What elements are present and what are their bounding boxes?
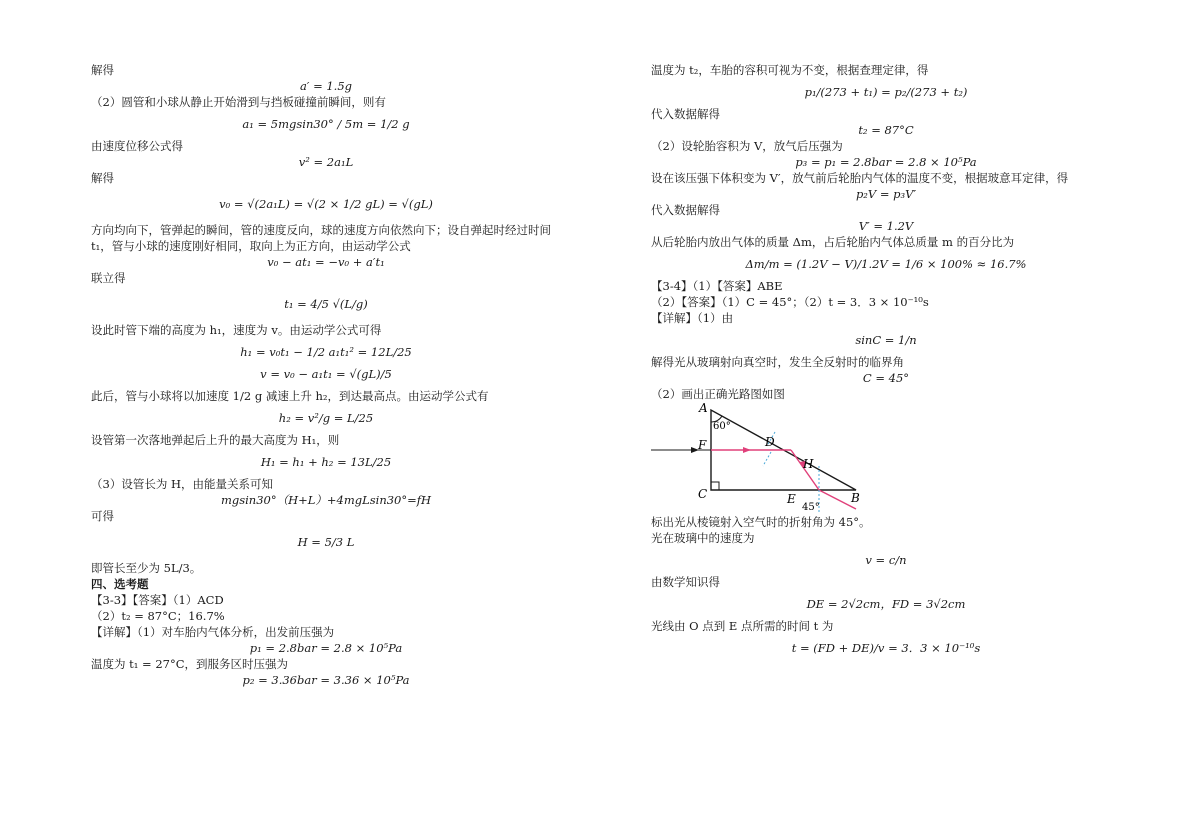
equation: sinC = 1/n (855, 333, 917, 347)
left-column (91, 62, 561, 688)
text-line: （2）设轮胎容积为 V，放气后压强为 (651, 139, 843, 153)
equation: DE = 2√2cm，FD = 3√2cm (806, 597, 966, 611)
equation: v₀ − at₁ = −v₀ + a′t₁ (267, 255, 385, 269)
text-line: 代入数据解得 (651, 107, 720, 121)
equation: a₁ = 5mgsin30° / 5m = 1/2 g (242, 117, 410, 131)
equation: t₁ = 4/5 √(L/g) (284, 297, 368, 311)
equation: mgsin30°（H+L）+4mgLsin30°=fH (220, 493, 432, 507)
label-H: H (803, 457, 814, 471)
section-heading: 四、选考题 (91, 577, 149, 591)
text-line: 此后，管与小球将以加速度 1/2 g 减速上升 h₂，到达最高点。由运动学公式有 (91, 389, 489, 403)
equation: v² = 2a₁L (298, 155, 354, 169)
text-line: 光线由 O 点到 E 点所需的时间 t 为 (651, 619, 834, 633)
text-line: 设管第一次落地弹起后上升的最大高度为 H₁，则 (91, 433, 340, 447)
equation: h₁ = v₀t₁ − 1/2 a₁t₁² = 12L/25 (240, 345, 412, 359)
text-line: 【详解】（1）由 (651, 311, 734, 325)
text-line: 即管长至少为 5L/3。 (91, 561, 202, 575)
label-angle-45: 45° (802, 502, 820, 513)
text-line: 联立得 (91, 271, 126, 285)
text-line: 温度为 t₁ = 27°C，到服务区时压强为 (91, 657, 289, 671)
label-E: E (787, 492, 796, 506)
text-line: （2）【答案】（1）C = 45°；（2）t = 3．3 × 10⁻¹⁰s (651, 295, 929, 309)
right-angle-mark (711, 482, 719, 490)
label-C: C (698, 487, 708, 501)
text-line: 方向均向下，管弹起的瞬间，管的速度反向，球的速度方向依然向下；设自弹起时经过时间 (91, 223, 551, 237)
equation: H₁ = h₁ + h₂ = 13L/25 (260, 455, 392, 469)
text-line: 由速度位移公式得 (91, 139, 183, 153)
equation: a′ = 1.5g (299, 79, 353, 93)
text-line: 解得 (91, 171, 114, 185)
text-line: （3）设管长为 H，由能量关系可知 (91, 477, 273, 491)
text-line: 解得光从玻璃射向真空时，发生全反射时的临界角 (651, 355, 904, 369)
text-line: 标出光从棱镜射入空气时的折射角为 45°。 (651, 515, 871, 529)
text-line: 从后轮胎内放出气体的质量 Δm，占后轮胎内气体总质量 m 的百分比为 (651, 235, 1015, 249)
right-column (651, 62, 1121, 656)
equation: p₁ = 2.8bar = 2.8 × 10⁵Pa (249, 641, 403, 655)
prism-ray-diagram (651, 402, 881, 514)
equation: v = v₀ − a₁t₁ = √(gL)/5 (260, 367, 392, 381)
equation: p₁/(273 + t₁) = p₂/(273 + t₂) (804, 85, 968, 99)
equation: p₂V = p₃V′ (855, 187, 917, 201)
label-angle-60: 60° (713, 421, 731, 432)
text-line: （2）t₂ = 87°C；16.7% (91, 609, 225, 623)
text-line: 温度为 t₂，车胎的容积可视为不变，根据查理定律，得 (651, 63, 929, 77)
label-D: D (765, 435, 775, 449)
equation: p₃ = p₁ = 2.8bar = 2.8 × 10⁵Pa (795, 155, 977, 169)
equation: H = 5/3 L (297, 535, 355, 549)
equation: v = c/n (865, 553, 907, 567)
text-line: 光在玻璃中的速度为 (651, 531, 755, 545)
equation: p₂ = 3.36bar = 3.36 × 10⁵Pa (242, 673, 410, 687)
text-line: 【3-4】（1）【答案】ABE (651, 279, 783, 293)
normal-line (763, 452, 771, 466)
equation: t = (FD + DE)/v = 3．3 × 10⁻¹⁰s (791, 641, 981, 655)
text-line: t₁，管与小球的速度刚好相同，取向上为正方向，由运动学公式 (91, 239, 411, 253)
text-line: 【详解】（1）对车胎内气体分析，出发前压强为 (91, 625, 335, 639)
label-F: F (698, 438, 707, 452)
equation: h₂ = v²/g = L/25 (278, 411, 374, 425)
label-B: B (851, 491, 860, 505)
text-line: 可得 (91, 509, 114, 523)
equation: t₂ = 87°C (858, 123, 914, 137)
ray-arrowhead (743, 447, 751, 453)
label-A: A (699, 402, 708, 415)
text-line: 由数学知识得 (651, 575, 720, 589)
text-line: （2）圆管和小球从静止开始滑到与挡板碰撞前瞬间，则有 (91, 95, 386, 109)
text-line: 解得 (91, 63, 114, 77)
equation: V′ = 1.2V (858, 219, 914, 233)
text-line: 代入数据解得 (651, 203, 720, 217)
equation: v₀ = √(2a₁L) = √(2 × 1/2 gL) = √(gL) (219, 197, 433, 211)
equation: Δm/m = (1.2V − V)/1.2V = 1/6 × 100% ≈ 16.7% (745, 257, 1027, 271)
text-line: 设在该压强下体积变为 V′，放气前后轮胎内气体的温度不变，根据玻意耳定律，得 (651, 171, 1069, 185)
text-line: 【3-3】【答案】（1）ACD (91, 593, 224, 607)
text-line: （2）画出正确光路图如图 (651, 387, 785, 401)
equation: C = 45° (862, 371, 910, 385)
text-line: 设此时管下端的高度为 h₁，速度为 v。由运动学公式可得 (91, 323, 382, 337)
